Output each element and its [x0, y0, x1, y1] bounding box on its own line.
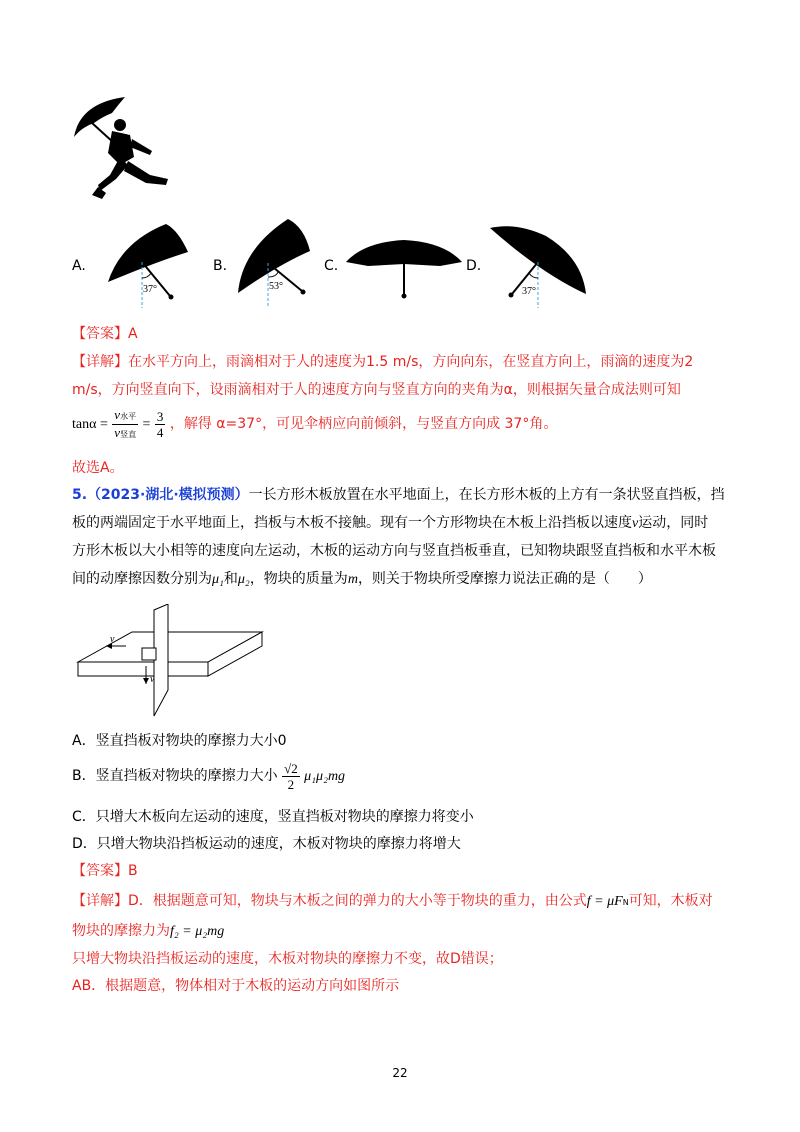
angle-b-label: 53° [269, 281, 283, 292]
running-man-umbrella-figure [70, 95, 180, 205]
option-c-label: C. [324, 258, 339, 274]
q5-option-d: D．只增大物块沿挡板运动的速度，木板对物块的摩擦力将增大 [72, 836, 461, 852]
q5-line-2: 板的两端固定于水平地面上，挡板与木板不接触。现有一个方形物块在木板上沿挡板以速度v运动，同时 [72, 515, 709, 531]
umbrella-d-figure [486, 222, 590, 308]
umbrella-c-figure [344, 236, 464, 306]
detail-tag: 【详解】 [72, 354, 128, 370]
umbrella-b-figure [232, 215, 322, 307]
fig-v-down: v [150, 674, 155, 685]
detail2-line-1: 【详解】D．根据题意可知，物块与木板之间的弹力的大小等于物块的重力，由公式f = μFN可知，木板对 [72, 893, 713, 909]
detail2-line-2: 物块的摩擦力为f₂ = μ₂mg [72, 923, 225, 939]
detail2-line-3: 只增大物块沿挡板运动的速度，木板对物块的摩擦力不变，故D错误； [72, 951, 503, 967]
answer-line-1 [72, 323, 732, 345]
q5-option-b: B．竖直挡板对物块的摩擦力大小 $\frac{√2}{2}$ μ₁μ₂mg [72, 760, 346, 792]
angle-a-label: 37° [143, 284, 157, 295]
answer-line-2: 【答案】B [72, 863, 138, 879]
fig-v-left: v [110, 634, 115, 645]
board-barrier-diagram [76, 604, 266, 720]
tan-equation: tanα = $\frac{\text{v水平}}{\text{v竖直}}$ = $\frac{3}{4}$ ，解得 α=37°，可见伞柄应向前倾斜，与竖直方向成 37°角。 [72, 406, 558, 440]
q5-line-4: 间的动摩擦因数分别为μ₁和μ₂，物块的质量为m，则关于物块所受摩擦力说法正确的是（ ） [72, 571, 652, 587]
answer-tag: 【答案】 [72, 326, 128, 342]
q5-option-c: C．只增大木板向左运动的速度，竖直挡板对物块的摩擦力将变小 [72, 809, 474, 825]
umbrella-a-figure [96, 222, 196, 308]
conclusion-1: 故选A。 [72, 460, 124, 476]
q5-line-3: 方形木板以大小相等的速度向左运动，木板的运动方向与竖直挡板垂直，已知物块跟竖直挡板和水平木板 [72, 543, 716, 559]
q5-option-a: A．竖直挡板对物块的摩擦力大小0 [72, 733, 287, 749]
detail2-line-4: AB．根据题意，物体相对于木板的运动方向如图所示 [72, 978, 400, 994]
detail-line-1: 【详解】在水平方向上，雨滴相对于人的速度为1.5 m/s，方向向东，在竖直方向上，雨滴的速度为2 [72, 354, 694, 370]
page-number: 22 [392, 1066, 408, 1080]
option-a-label: A. [72, 258, 86, 274]
option-d-label: D. [466, 258, 482, 274]
q5-line-1: 5.（2023·湖北·模拟预测）一长方形木板放置在水平地面上，在长方形木板的上方有一条状竖直挡板，挡 [72, 487, 725, 503]
angle-d-label: 37° [522, 286, 536, 297]
detail-line-2: m/s，方向竖直向下，设雨滴相对于人的速度方向与竖直方向的夹角为α，则根据矢量合成法则可知 [72, 382, 681, 398]
answer-value: A [128, 326, 138, 342]
option-b-label: B. [213, 258, 228, 274]
